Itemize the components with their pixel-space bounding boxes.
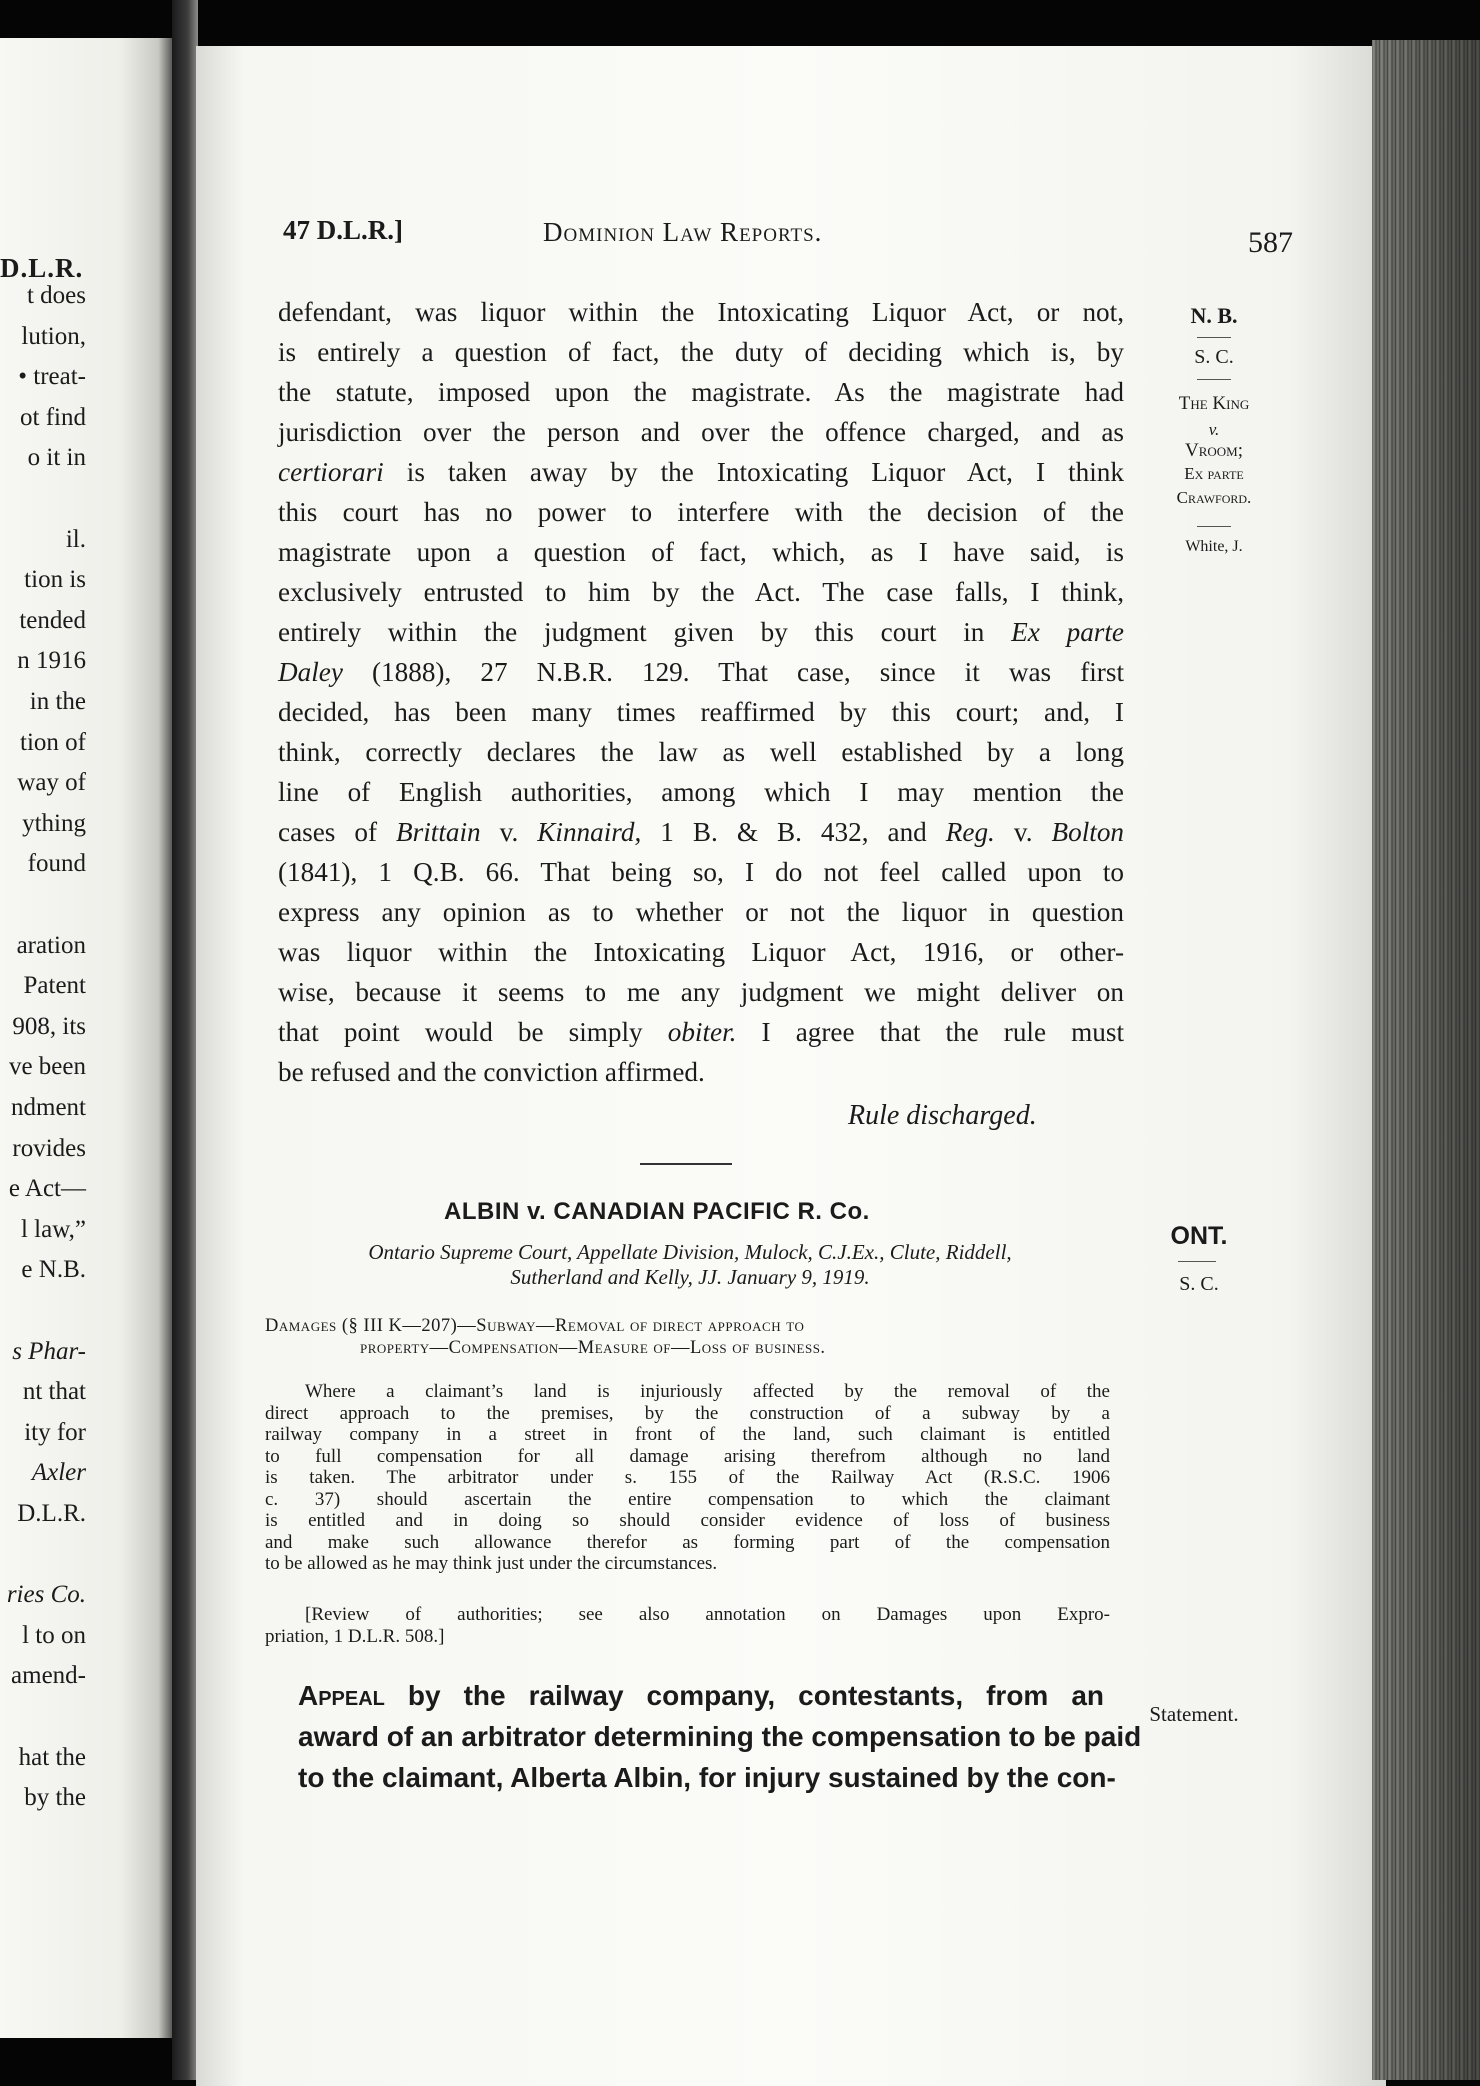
left-page-line: o it in [27,444,86,472]
statement-line: to the claimant, Alberta Albin, for injury sustained by the con- [298,1762,1116,1793]
left-page-line: by the [24,1784,86,1812]
left-page-line: 908, its [12,1012,86,1040]
left-page-line: il. [65,525,86,553]
left-page-line: tended [19,606,86,634]
left-page-line: ot find [20,403,86,431]
text-line: express any opinion as to whether or not the liquor in question [278,897,1124,927]
left-page-line: aration [16,931,86,959]
left-page-line: D.L.R. [17,1500,86,1527]
text-line: the statute, imposed upon the magistrate. As the magistrate had [278,377,1124,407]
left-page-header: D.L.R. [0,253,84,283]
text-line: exclusively entrusted to him by the Act. The case falls, I think, [278,577,1124,607]
text-line: (1841), 1 Q.B. 66. That being so, I do not feel called upon to [278,857,1124,887]
judgment-text [278,292,1124,1092]
left-page-line: nt that [22,1378,86,1406]
running-header-volume: 47 D.L.R.] [283,215,403,245]
margin-province-ont: ONT. [1170,1222,1228,1250]
left-page-line: tion is [24,566,86,594]
headnote-line: is taken. The arbitrator under s. 155 of the Railway Act (R.S.C. 1906 [265,1467,1110,1488]
page-number: 587 [1248,226,1293,259]
left-page-line: rovides [12,1134,86,1162]
statement-text [298,1675,1142,1798]
margin-rule [1178,1261,1216,1262]
headnote-line: is entitled and in doing so should consider evidence of loss of business [265,1510,1110,1531]
left-page-line: s Phar- [12,1337,86,1365]
text-line [278,652,1124,692]
left-page-line: ity for [24,1418,86,1446]
left-page-line: hat the [18,1743,86,1771]
court-line-1: Ontario Supreme Court, Appellate Division, Mulock, C.J.Ex., Clute, Riddell, [368,1240,1012,1264]
italic-term: Kinnaird, [537,817,642,847]
left-page-line: e N.B. [21,1256,86,1284]
margin-rule [1197,379,1231,380]
text-line: decided, has been many times reaffirmed by this court; and, I [278,697,1124,727]
left-page-line: tion of [20,728,86,756]
text-line [278,812,1124,852]
italic-term: obiter. [667,1017,737,1047]
left-page-line: ndment [11,1094,86,1121]
text-segment: entirely within the judgment given by this court in [278,617,1012,647]
margin-case-name: Vroom; [1184,440,1243,461]
left-page-line: l to on [22,1621,86,1649]
review-line: [Review of authorities; see also annotation on Damages upon Expro- [305,1604,1110,1625]
text-segment: (1888), 27 N.B.R. 129. That case, since it was first [342,657,1124,687]
left-page-line: t does [26,282,86,309]
left-page-line: Axler [31,1459,86,1487]
headnote-line: and make such allowance therefor as forming part of the compensation [265,1531,1110,1553]
text-line: defendant, was liquor within the Intoxicating Liquor Act, or not, [278,297,1124,327]
text-segment: 1 B. & B. 432, and [641,817,946,847]
headnote-line: to be allowed as he may think just under the circumstances. [265,1553,718,1574]
margin-case-name: Crawford. [1176,488,1252,507]
book-gutter [172,0,198,2080]
review-line: priation, 1 D.L.R. 508.] [265,1625,445,1647]
margin-rule [1197,526,1231,527]
text-segment: I agree that the rule must [736,1017,1124,1047]
text-line [278,612,1124,652]
italic-term: Daley [278,657,343,687]
text-segment: that point would be simply [278,1017,668,1047]
text-line: jurisdiction over the person and over the offence charged, and as [278,417,1124,447]
case-title: ALBIN v. CANADIAN PACIFIC R. Co. [444,1198,870,1225]
text-line: this court has no power to interfere with the decision of the [278,497,1124,527]
left-page-line: n 1916 [17,647,86,675]
statement-line [298,1675,1104,1716]
catchword-line: property—Compensation—Measure of—Loss of business. [360,1338,826,1358]
text-segment: cases of [278,817,397,847]
italic-term: Ex parte [1011,617,1124,647]
statement-first-word: Appeal [298,1680,385,1711]
text-line: think, correctly declares the law as well established by a long [278,737,1124,767]
left-page-line: way of [17,769,86,797]
page-edges-shade [1372,40,1480,2080]
left-facing-page [0,38,172,2038]
text-line: magistrate upon a question of fact, which, as I have said, is [278,537,1124,567]
left-page-line: Patent [23,972,86,1000]
italic-term: Bolton [1051,817,1125,847]
text-line: be refused and the conviction affirmed. [278,1057,705,1087]
court-line-2: Sutherland and Kelly, JJ. January 9, 1919. [510,1265,870,1289]
headnote-line: to full compensation for all damage arising therefrom although no land [265,1445,1110,1467]
margin-rule [1197,337,1231,338]
italic-term: Brittain [396,817,481,847]
text-segment: v. [994,817,1052,847]
italic-term: certiorari [278,457,384,487]
text-line: wise, because it seems to me any judgment we might deliver on [278,977,1124,1007]
left-page-line: ything [22,809,86,837]
margin-statement-label: Statement. [1149,1702,1239,1726]
text-line: is entirely a question of fact, the duty of deciding which is, by [278,337,1124,367]
text-segment: is taken away by the Intoxicating Liquor Act, I think [383,457,1124,487]
left-page-line: • treat- [18,363,86,391]
court-line [260,1240,1120,1290]
result-line: Rule discharged. [848,1100,1037,1131]
margin-province: N. B. [1190,303,1238,328]
headnote-line: Where a claimant’s land is injuriously affected by the removal of the [305,1381,1110,1402]
left-page-line: e Act— [8,1175,86,1203]
left-page-line: amend- [11,1662,86,1690]
section-divider [640,1163,732,1165]
headnote-line: c. 37) should ascertain the entire compensation to which the claimant [265,1488,1110,1510]
left-page-line: l law,” [20,1215,86,1243]
left-page-line: ve been [8,1053,86,1081]
text-line [278,452,1124,492]
left-page-line: lution, [21,322,86,350]
margin-court: S. C. [1194,346,1234,368]
headnote-review [265,1604,1110,1647]
left-page-line: found [27,850,86,878]
margin-case-name: The King [1178,393,1250,414]
margin-case-name: Ex parte [1184,464,1244,483]
headnote-line: railway company in a street in front of the land, such claimant is entitled [265,1424,1110,1445]
italic-term: Reg. [945,817,995,847]
headnote-line: direct approach to the premises, by the construction of a subway by a [265,1402,1110,1424]
margin-court-sc: S. C. [1179,1273,1219,1295]
running-header-title: Dominion Law Reports. [543,217,823,247]
headnote-body [265,1381,1110,1575]
headnote-catchwords [265,1315,1115,1359]
left-page-line: ries Co. [6,1581,86,1609]
margin-judge: White, J. [1185,538,1243,555]
statement-line: award of an arbitrator determining the compensation to be paid [298,1721,1142,1752]
margin-case-v: v. [1208,420,1220,439]
text-segment: by the railway company, contestants, from an [384,1680,1104,1711]
text-line: was liquor within the Intoxicating Liquor Act, 1916, or other- [278,937,1124,967]
catchword-line: Damages (§ III K—207)—Subway—Removal of direct approach to [265,1316,805,1336]
text-line: line of English authorities, among which I may mention the [278,777,1124,807]
text-line [278,1012,1124,1052]
left-page-line: in the [29,688,86,715]
text-segment: v. [480,817,538,847]
